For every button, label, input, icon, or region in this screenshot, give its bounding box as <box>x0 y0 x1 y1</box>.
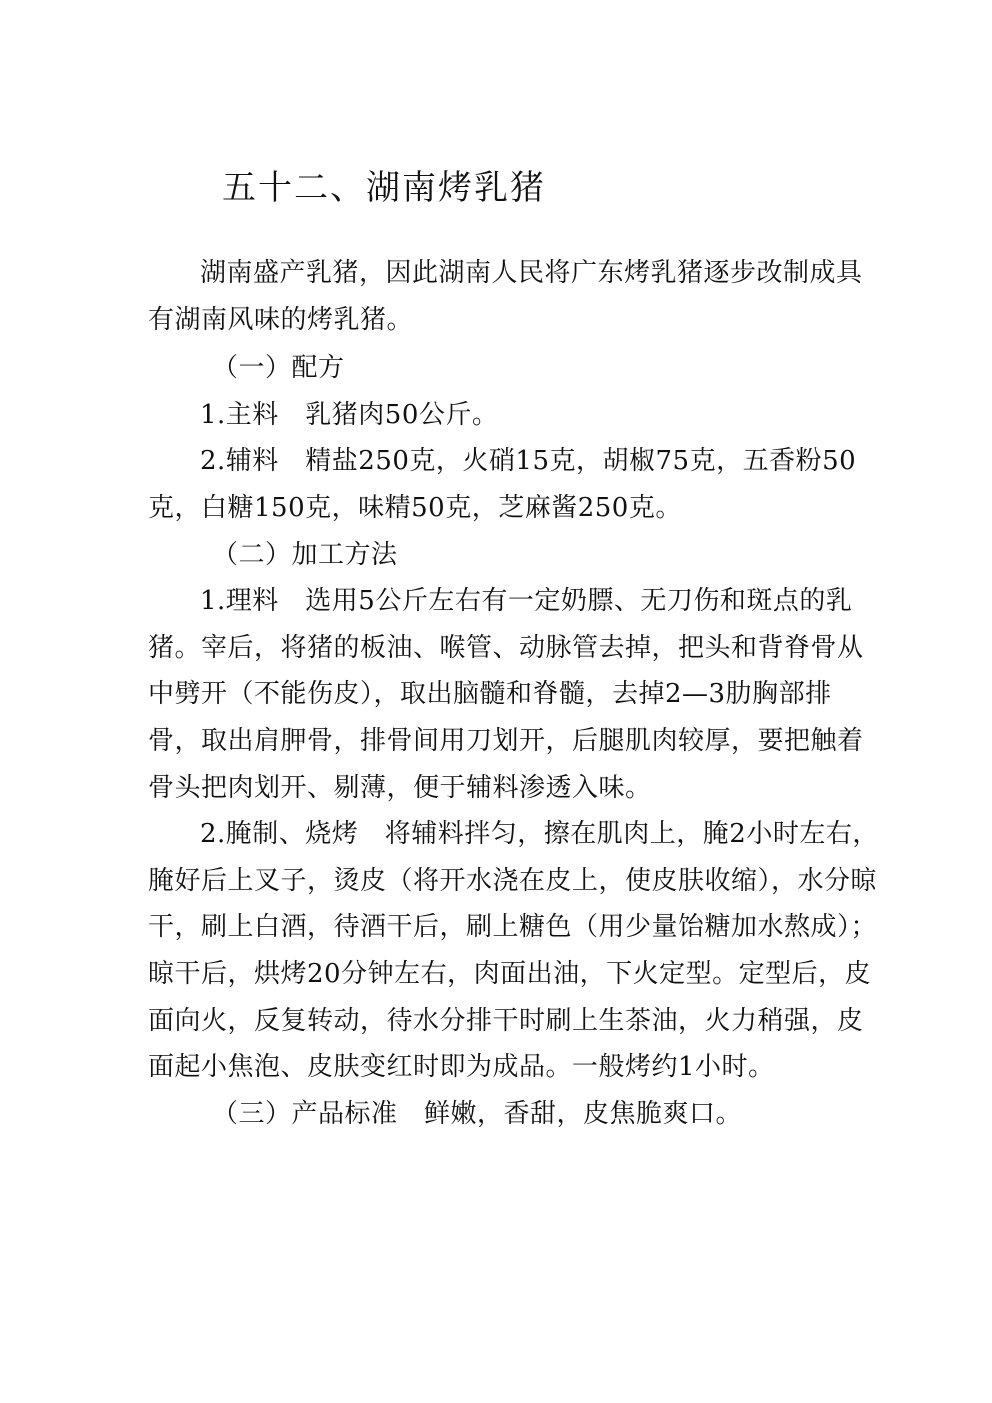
page-title: 五十二、湖南烤乳猪 <box>222 168 546 208</box>
preparation-paragraph: 1.理料 选用5公斤左右有一定奶膘、无刀伤和斑点的乳猪。宰后，将猪的板油、喉管、动脉管去掉，把头和背脊骨从中劈开（不能伤皮），取出脑髓和脊髓，去掉2—3肋胸部排骨，取出肩胛骨，排骨间用刀划开，后腿肌肉较厚，要把触着骨头把肉划开、剔薄，便于辅料渗透入味。 <box>148 586 864 803</box>
section-heading-formula: （一）配方 <box>212 353 345 384</box>
auxiliary-ingredient-paragraph: 2.辅料 精盐250克，火硝15克，胡椒75克，五香粉50克，白糖150克，味精50克，芝麻酱250克。 <box>148 446 857 523</box>
marinate-roast-paragraph: 2.腌制、烧烤 将辅料拌匀，擦在肌肉上，腌2小时左右，腌好后上叉子，烫皮（将开水浇在皮上，使皮肤收缩），水分晾干，刷上白酒，待酒干后，刷上糖色（用少量饴糖加水熬成）；晾干后，烘烤20分钟左右，肉面出油，下火定型。定型后，皮面向火，反复转动，待水分排干时刷上生茶油，火力稍强，皮面起小焦泡、皮肤变红时即为成品。一般烤约1小时。 <box>148 819 879 1083</box>
intro-paragraph: 湖南盛产乳猪，因此湖南人民将广东烤乳猪逐步改制成具有湖南风味的烤乳猪。 <box>148 258 863 335</box>
main-ingredient-paragraph: 1.主料 乳猪肉50公斤。 <box>200 399 499 430</box>
product-standard-paragraph: （三）产品标准 鲜嫩，香甜，皮焦脆爽口。 <box>212 1098 743 1129</box>
section-heading-processing: （二）加工方法 <box>212 539 398 570</box>
document-body <box>148 250 883 1137</box>
